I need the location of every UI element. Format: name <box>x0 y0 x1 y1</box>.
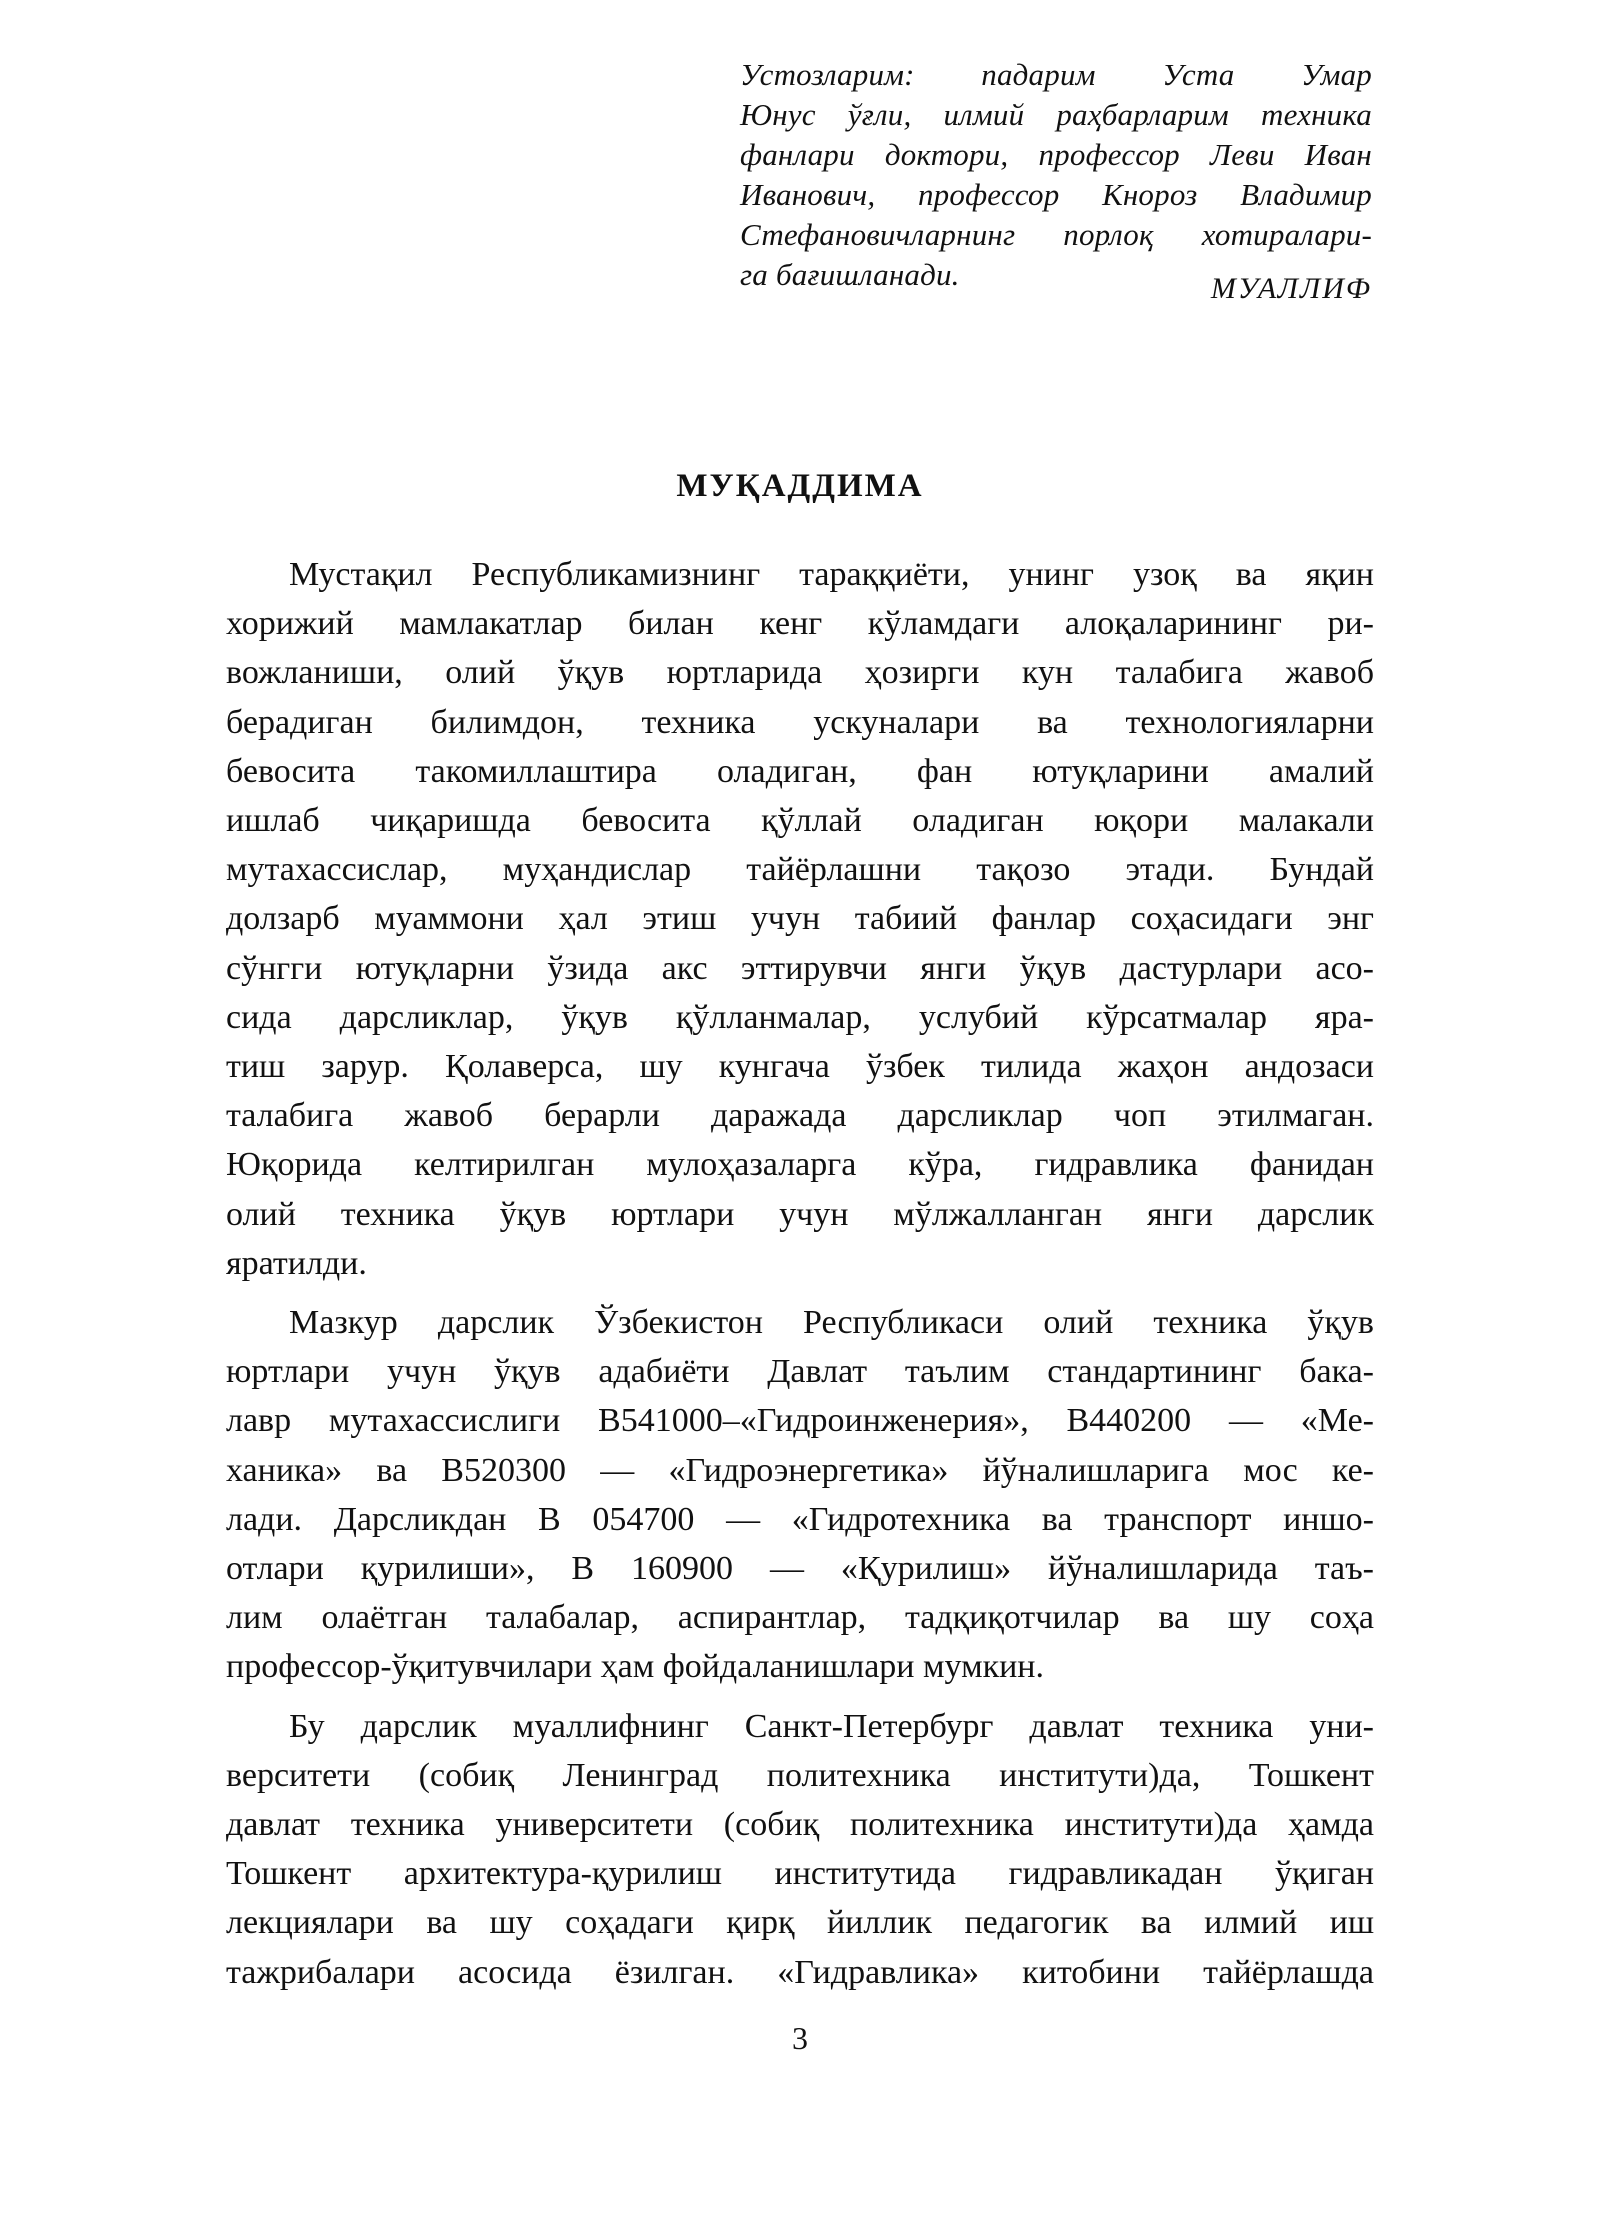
dedication-line: га бағишланади. <box>740 257 960 292</box>
text-line: вожланиши, олий ўқув юртларида ҳозирги кун талабига жавоб <box>226 654 1374 692</box>
text-line: Тошкент архитектура-қурилиш институтида гидравликадан ўқиган <box>226 1855 1374 1893</box>
text-line: сида дарсликлар, ўқув қўлланмалар, услубий кўрсатмалар яра- <box>226 998 1374 1036</box>
paragraph-1 <box>226 550 1374 1288</box>
dedication-line: Юнус ўғли, илмий раҳбарларим техника <box>740 97 1372 132</box>
text-line: талабига жавоб берарли даражада дарсликлар чоп этилмаган. <box>226 1097 1374 1135</box>
text-line: Юқорида келтирилган мулоҳазаларга кўра, гидравлика фанидан <box>226 1146 1374 1184</box>
author-signature: МУАЛЛИФ <box>1210 272 1372 305</box>
paragraph-2 <box>226 1298 1374 1692</box>
text-line: отлари қурилиши», В 160900 — «Қурилиш» йўналишларида таъ- <box>226 1550 1374 1588</box>
text-line: хорижий мамлакатлар билан кенг кўламдаги алоқаларининг ри- <box>226 605 1374 643</box>
text-line: берадиган билимдон, техника ускуналари ва технологияларни <box>226 703 1374 741</box>
text-line: Бу дарслик муаллифнинг Санкт-Петербург давлат техника уни- <box>289 1707 1374 1745</box>
dedication <box>740 55 1372 295</box>
text-line: Мустақил Республикамизнинг тараққиёти, унинг узоқ ва яқин <box>289 556 1374 593</box>
dedication-line: Иванович, профессор Кнороз Владимир <box>740 177 1372 212</box>
text-line: яратилди. <box>226 1244 367 1282</box>
text-line: Мазкур дарслик Ўзбекистон Республикаси олий техника ўқув <box>289 1304 1374 1342</box>
text-line: лавр мутахассислиги В541000–«Гидроинженерия», В440200 — «Ме- <box>226 1402 1374 1440</box>
dedication-line: фанлари доктори, профессор Леви Иван <box>740 137 1372 172</box>
text-line: профессор-ўқитувчилари ҳам фойдаланишлари мумкин. <box>226 1648 1044 1686</box>
paragraph-3 <box>226 1702 1374 1997</box>
text-line: ишлаб чиқаришда бевосита қўллай оладиган юқори малакали <box>226 802 1374 840</box>
text-line: долзарб муаммони ҳал этиш учун табиий фанлар соҳасидаги энг <box>226 900 1374 938</box>
page-number: 3 <box>792 2020 808 2056</box>
dedication-line: Стефановичларнинг порлоқ хотиралари- <box>740 217 1372 252</box>
text-line: верситети (собиқ Ленинград политехника институти)да, Тошкент <box>226 1756 1374 1794</box>
text-line: юртлари учун ўқув адабиёти Давлат таълим стандартининг бака- <box>226 1353 1374 1391</box>
text-line: ханика» ва В520300 — «Гидроэнергетика» йўналишларига мос ке- <box>226 1451 1374 1489</box>
section-title: МУҚАДДИМА <box>676 468 924 504</box>
text-line: лекциялари ва шу соҳадаги қирқ йиллик педагогик ва илмий иш <box>226 1904 1374 1942</box>
text-line: мутахассислар, муҳандислар тайёрлашни тақозо этади. Бундай <box>226 851 1374 889</box>
body-text <box>226 550 1374 1997</box>
text-line: тиш зарур. Қолаверса, шу кунгача ўзбек тилида жаҳон андозаси <box>226 1048 1374 1086</box>
text-line: лади. Дарсликдан В 054700 — «Гидротехника ва транспорт иншо- <box>226 1500 1374 1538</box>
text-line: олий техника ўқув юртлари учун мўлжалланган янги дарслик <box>226 1195 1374 1233</box>
text-line: сўнгги ютуқларни ўзида акс эттирувчи янги ўқув дастурлари асо- <box>226 949 1374 987</box>
text-line: лим олаётган талабалар, аспирантлар, тадқиқотчилар ва шу соҳа <box>226 1599 1374 1637</box>
text-line: давлат техника университети (собиқ политехника институти)да ҳамда <box>226 1806 1374 1844</box>
text-line: тажрибалари асосида ёзилган. «Гидравлика» китобини тайёрлашда <box>226 1953 1374 1991</box>
text-line: бевосита такомиллаштира оладиган, фан ютуқларини амалий <box>226 752 1374 790</box>
dedication-line: Устозларим: падарим Уста Умар <box>740 57 1372 92</box>
